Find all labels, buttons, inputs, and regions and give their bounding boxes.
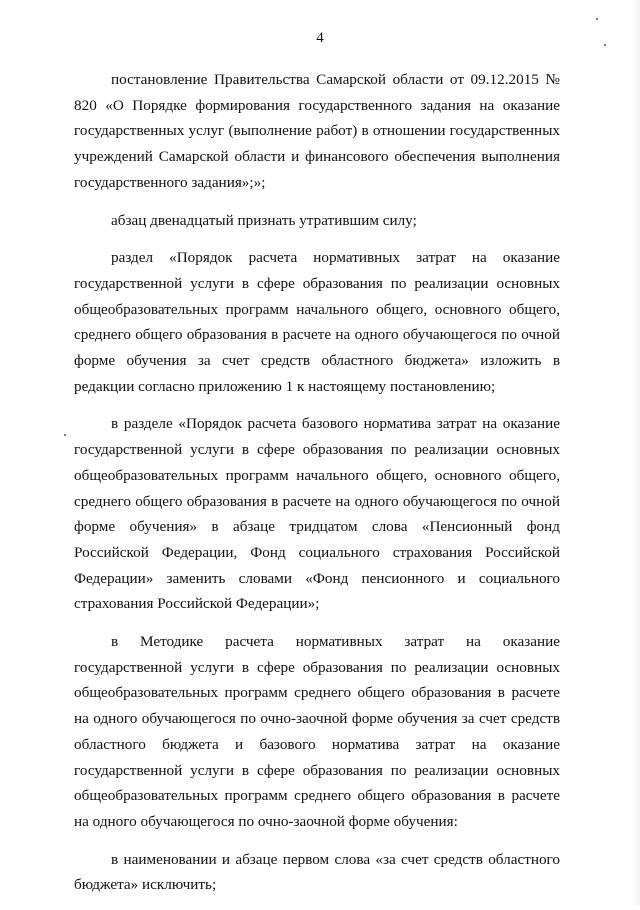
scan-speck	[64, 434, 66, 436]
document-body	[74, 67, 560, 910]
scan-speck	[604, 44, 606, 46]
paragraph-twelfth-abzac: абзац двенадцатый признать утратившим силу;	[111, 211, 417, 229]
paragraph-title-exclusion: в наименовании и абзаце первом слова «за счет средств областного бюджета» исключить;	[74, 850, 560, 894]
paragraph-methodology: в Методике расчета нормативных затрат на оказание государственной услуги в сфере образования по реализации основных общеобразовательных программ среднего общего образования в расчете на одного обучающегося по очно-заочной форме обучения за счет средств областного бюджета и базового норматива затрат на оказание государственной услуги в сфере образования по реализации основных общеобразовательных программ среднего общего образования в расчете на одного обучающегося по очно-заочной форме обучения:	[74, 633, 560, 830]
page-number: 4	[316, 30, 324, 46]
paragraph-section-base-normative: в разделе «Порядок расчета базового норматива затрат на оказание государственной услуги в сфере образования по реализации основных общеобразовательных программ начального общего, основного общего, среднего общего образования в расчете на одного обучающегося по очной форме обучения» в абзаце тридцатом слова «Пенсионный фонд Российской Федерации, Фонд социального страхования Российской Федерации» заменить словами «Фонд пенсионного и социального страхования Российской Федерации»;	[74, 415, 560, 613]
scan-edge-shadow	[632, 0, 640, 905]
scan-speck	[596, 18, 598, 20]
paragraph-resolution-reference: постановление Правительства Самарской области от 09.12.2015 № 820 «О Порядке формирования государственного задания на оказание государственных услуг (выполнение работ) в отношении государственных учреждений Самарской области и финансового обеспечения выполнения государственного задания»;»;	[74, 71, 560, 191]
paragraph-section-normative-costs: раздел «Порядок расчета нормативных затрат на оказание государственной услуги в сфере образования по реализации основных общеобразовательных программ начального общего, основного общего, среднего общего образования в расчете на одного обучающегося по очной форме обучения за счет средств областного бюджета» изложить в редакции согласно приложению 1 к настоящему постановлению;	[74, 249, 560, 395]
